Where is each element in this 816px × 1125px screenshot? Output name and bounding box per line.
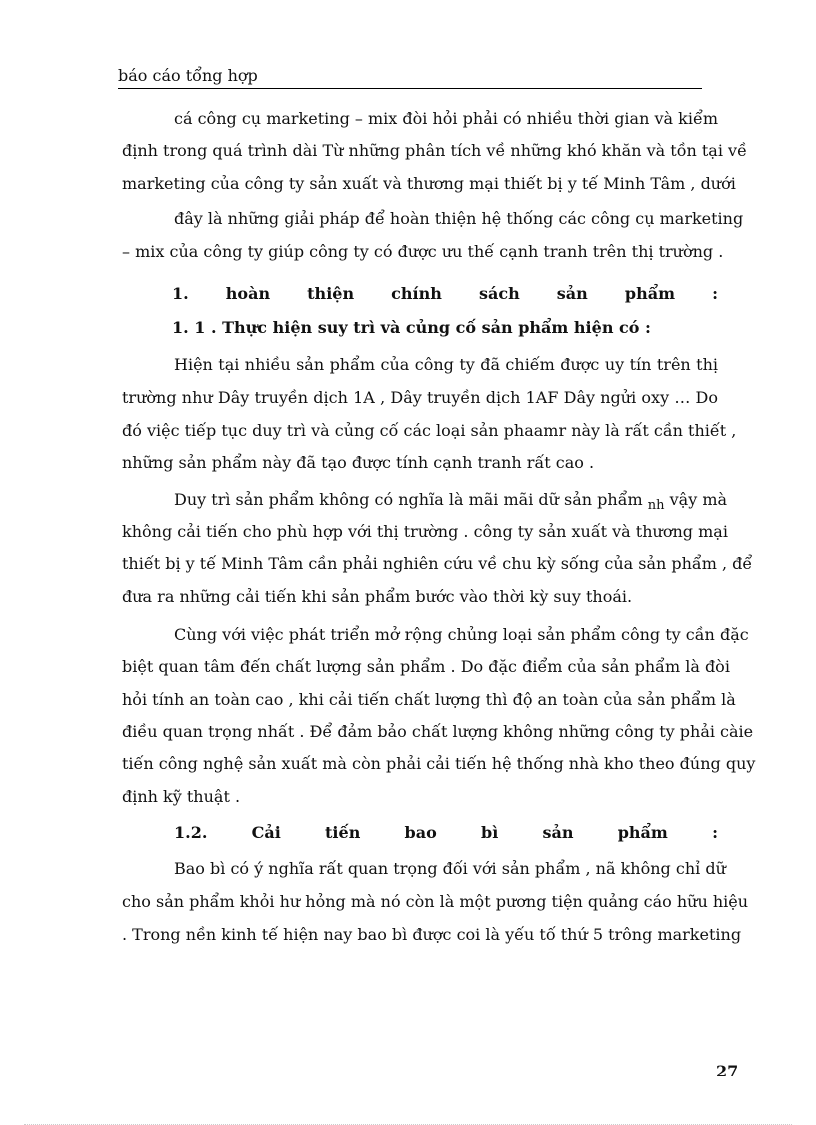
paragraph-line: trường như Dây truyền dịch 1A , Dây truyền dịch 1AF Dây ngửi oxy … Do <box>122 388 718 407</box>
paragraph-line: đưa ra những cải tiến khi sản phẩm bước vào thời kỳ suy thoái. <box>122 587 633 606</box>
paragraph-line: những sản phẩm này đã tạo được tính cạnh tranh rất cao . <box>122 453 595 472</box>
paragraph-line: Cùng với việc phát triển mở rộng chủng loại sản phẩm công ty cần đặc <box>174 625 749 644</box>
paragraph-line <box>174 489 728 513</box>
paragraph-line: không cải tiến cho phù hợp với thị trường . công ty sản xuất và thương mại <box>122 522 728 541</box>
paragraph-line: định kỹ thuật . <box>122 787 241 806</box>
paragraph-line: điều quan trọng nhất . Để đảm bảo chất lượng không những công ty phải càie <box>122 722 754 741</box>
paragraph-line: Bao bì có ý nghĩa rất quan trọng đối với sản phẩm , nã không chỉ dữ <box>174 859 726 878</box>
paragraph-line: cho sản phẩm khỏi hư hỏng mà nó còn là một pương tiện quảng cáo hữu hiệu <box>122 892 749 911</box>
line-text-end: vậy mà <box>669 490 728 509</box>
paragraph-line: tiến công nghệ sản xuất mà còn phải cải tiến hệ thống nhà kho theo đúng quy <box>122 754 756 773</box>
subsection-heading-1-1: 1. 1 . Thực hiện suy trì và củng cố sản phẩm hiện có : <box>172 318 651 337</box>
section-heading-1: 1. hoàn thiện chính sách sản phẩm : <box>172 284 718 303</box>
paragraph-line: hỏi tính an toàn cao , khi cải tiến chất lượng thì độ an toàn của sản phẩm là <box>122 690 736 709</box>
paragraph-line: biệt quan tâm đến chất lượng sản phẩm . Do đặc điểm của sản phẩm là đòi <box>122 657 730 676</box>
paragraph-line: đó việc tiếp tục duy trì và củng cố các loại sản phaamr này là rất cần thiết , <box>122 421 737 440</box>
paragraph-line: đây là những giải pháp để hoàn thiện hệ thống các công cụ marketing <box>174 209 744 228</box>
page-number: 27 <box>716 1062 739 1076</box>
line-text: Duy trì sản phẩm không có nghĩa là mãi mãi dữ sản phẩm <box>174 490 643 509</box>
paragraph-line: định trong quá trình dài Từ những phân tích về những khó khăn và tồn tại về <box>122 141 747 160</box>
running-header: báo cáo tổng hợp <box>118 66 702 89</box>
paragraph-line: marketing của công ty sản xuất và thương mại thiết bị y tế Minh Tâm , dưới <box>122 174 736 193</box>
paragraph-line: thiết bị y tế Minh Tâm cần phải nghiên cứu về chu kỳ sống của sản phẩm , để <box>122 554 753 573</box>
subscript-fragment: nh <box>647 498 665 513</box>
paragraph-line: – mix của công ty giúp công ty có được ưu thế cạnh tranh trên thị trường . <box>122 242 724 261</box>
subsection-heading-1-2: 1.2. Cải tiến bao bì sản phẩm : <box>174 823 718 842</box>
paragraph-line: Hiện tại nhiều sản phẩm của công ty đã chiếm được uy tín trên thị <box>174 355 718 374</box>
paragraph-line: . Trong nền kinh tế hiện nay bao bì được coi là yếu tố thứ 5 trông marketing <box>122 925 742 944</box>
paragraph-line: cá công cụ marketing – mix đòi hỏi phải có nhiều thời gian và kiểm <box>174 109 718 128</box>
